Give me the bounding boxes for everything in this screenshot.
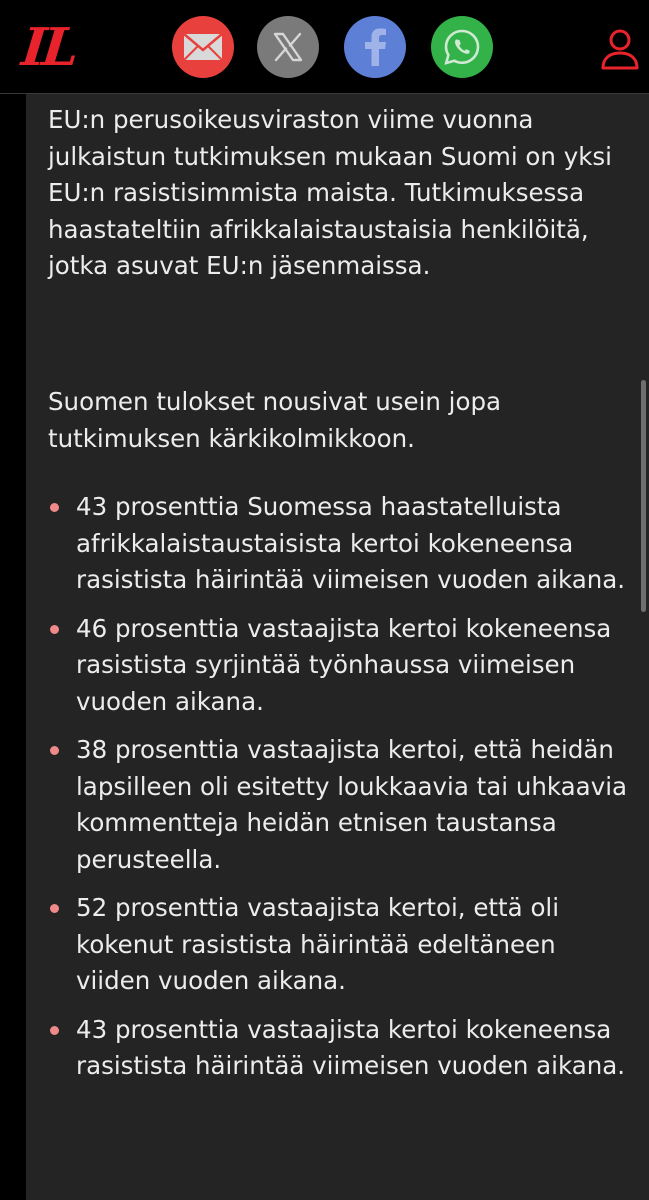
il-logo[interactable]: IL [18,17,79,78]
scrollbar-thumb[interactable] [641,380,646,612]
whatsapp-icon [443,28,481,66]
list-item-text: 38 prosenttia vastaajista kertoi, että heidän lapsilleen oli esitetty loukkaavia tai uhkaavia kommentteja heidän etnisen taustansa perusteella. [76,735,628,874]
x-logo-icon [272,31,304,63]
facebook-icon [361,28,389,66]
article-paragraph: EU:n perusoikeusviraston viime vuonna julkaistun tutkimuksen mukaan Suomi on yksi EU:n rasistisimmista maista. Tutkimuksessa haastateltiin afrikkalaistaustaisia henkilöitä, jotka asuvat EU:n jäsenmaissa. [48,105,612,280]
list-item-text: 43 prosenttia vastaajista kertoi kokeneensa rasistista häirintää viimeisen vuoden aikana. [76,1014,626,1080]
article-body [26,94,649,1200]
list-item [48,611,628,721]
share-x-button[interactable] [257,16,319,78]
list-item [48,489,628,599]
bullet-dot-icon [50,503,59,512]
article-paragraph: Suomen tulokset nousivat usein jopa tutkimuksen kärkikolmikkoon. [48,387,502,453]
top-bar [0,0,649,94]
share-facebook-button[interactable] [344,16,406,78]
list-item-text: 43 prosenttia Suomessa haastatelluista afrikkalaistaustaisista kertoi kokeneensa rasistista häirintää viimeisen vuoden aikana. [76,492,626,594]
statistics-list [48,489,628,1097]
bullet-dot-icon [50,904,59,913]
share-email-button[interactable] [172,16,234,78]
list-item-text: 46 prosenttia vastaajista kertoi kokeneensa rasistista syrjintää työnhaussa viimeisen vuoden aikana. [76,613,612,716]
user-account-button[interactable] [598,28,642,72]
user-icon [598,28,642,72]
email-icon [183,33,223,61]
list-item [48,732,628,878]
bullet-dot-icon [50,746,59,755]
share-whatsapp-button[interactable] [431,16,493,78]
list-item-text: 52 prosenttia vastaajista kertoi, että oli kokenut rasistista häirintää edeltäneen viiden vuoden aikana. [76,893,560,995]
list-item [48,1012,628,1085]
list-item [48,890,628,1000]
bullet-dot-icon [50,625,59,634]
bullet-dot-icon [50,1026,59,1035]
